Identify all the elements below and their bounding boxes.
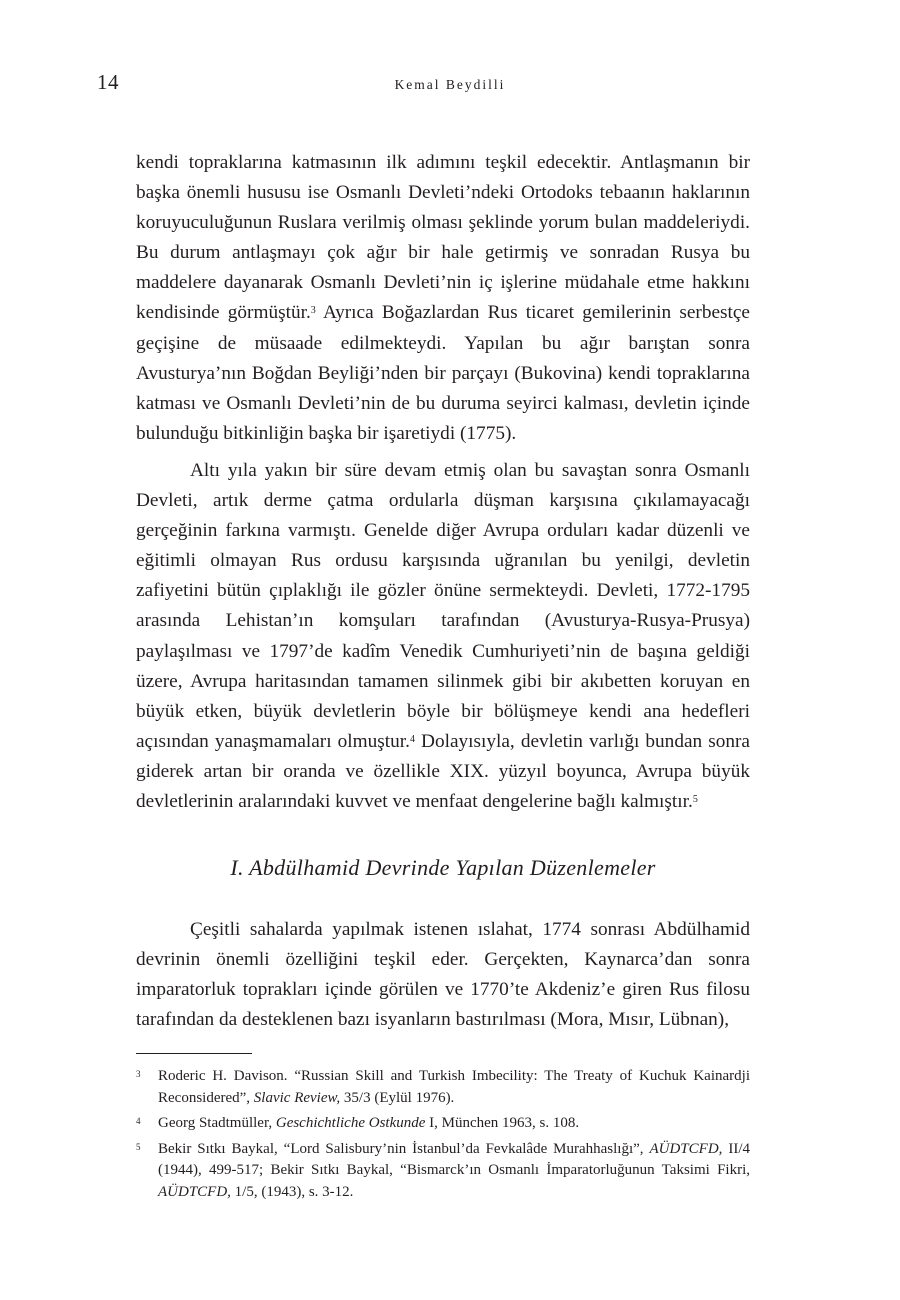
footnote-text: II/4 (1944), 499-517; Bekir Sıtkı Baykal, “Bismarck’ın Osmanlı İmparatorluğunun Taksimi Fikri, — [158, 1140, 750, 1178]
footnote-italic: AÜDTCFD, — [158, 1183, 231, 1200]
footnote-text: Georg Stadtmüller, — [158, 1115, 276, 1131]
footnote-number: 4 — [136, 1116, 141, 1126]
paragraph-2 — [136, 456, 750, 817]
main-text — [136, 148, 750, 1035]
footnote-italic: Geschichtliche Ostkunde — [275, 1115, 426, 1131]
footnote-text: Roderic H. Davison. “Russian Skill and Turkish Imbecility: The Treaty of Kuchuk Kainardji Reconsidered”, — [158, 1068, 750, 1106]
footnote-5 — [136, 1139, 750, 1204]
paragraph-text: Ayrıca Boğazlardan Rus ticaret gemilerinin serbestçe geçişine de müsaade edilmekteydi. Yapılan bu ağır barıştan sonra Avusturya’nın Boğdan Beyliği’nden bir parçayı (Bukovina) kendi topraklarına katması ve Osmanlı Devleti’nin de bu duruma seyirci kalması, devletin içinde bulunduğu bitkinliğin başka bir işaretiydi (1775). — [136, 302, 750, 444]
footnote-italic: Slavic Review, — [253, 1089, 341, 1106]
page-number: 14 — [97, 70, 119, 94]
footnote-text: Bekir Sıtkı Baykal, “Lord Salisbury’nin İstanbul’da Fevkalâde Murahhaslığı”, — [158, 1140, 650, 1157]
footnote-ref-3[interactable]: 3 — [310, 305, 316, 317]
paragraph-1 — [136, 148, 750, 449]
footnote-3 — [136, 1066, 750, 1109]
running-head: Kemal Beydilli — [394, 77, 506, 92]
footnote-text: 35/3 (Eylül 1976). — [340, 1089, 455, 1106]
footnote-italic: AÜDTCFD, — [649, 1140, 723, 1157]
footnote-divider — [136, 1053, 252, 1054]
footnote-text: 1/5, (1943), s. 3-12. — [230, 1183, 354, 1200]
footnote-ref-5[interactable]: 5 — [692, 793, 698, 805]
footnote-4 — [136, 1113, 750, 1135]
footnote-text: I, München 1963, s. 108. — [425, 1115, 580, 1131]
section-heading: I. Abdülhamid Devrinde Yapılan Düzenlemeler — [230, 855, 656, 881]
paragraph-text: Dolayısıyla, devletin varlığı bundan sonra giderek artan bir oranda ve özellikle XIX. yüzyıl boyunca, Avrupa büyük devletlerinin aralarındaki kuvvet ve menfaat dengelerine bağlı kalmıştır. — [136, 730, 750, 812]
paragraph-text: Altı yıla yakın bir süre devam etmiş olan bu savaştan sonra Osmanlı Devleti, artık derme çatma ordularla düşman karşısına çıkılamayacağı gerçeğinin farkına varmıştı. Genelde diğer Avrupa orduları kadar düzenli ve eğitimli olmayan Rus ordusu karşısında uğranılan bu yenilgi, devletin zafiyetini bütün çıplaklığı ile gözler önüne sermekteydi. Devleti, 1772-1795 arasında Lehistan’ın komşuları tarafından (Avusturya-Rusya-Prusya) paylaşılması ve 1797’de kadîm Venedik Cumhuriyeti’nin de başına geldiği üzere, Avrupa haritasından tamamen silinmek gibi bir akıbetten koruyan en büyük etken, büyük devletlerin böyle bir bölüşmeye kendi ana hedefleri açısından yanaşmamaları olmuştur. — [136, 459, 750, 752]
footnote-number: 5 — [136, 1141, 141, 1152]
paragraph-3: Çeşitli sahalarda yapılmak istenen ıslahat, 1774 sonrası Abdülhamid devrinin önemli özelliğini teşkil eder. Gerçekten, Kaynarca’dan sonra imparatorluk toprakları içinde görülen ve 1770’te Akdeniz’e giren Rus filosu tarafından da desteklenen bazı isyanların bastırılması (Mora, Mısır, Lübnan), — [136, 919, 750, 1031]
paragraph-text: kendi topraklarına katmasının ilk adımını teşkil edecektir. Antlaşmanın bir başka önemli hususu ise Osmanlı Devleti’ndeki Ortodoks tebaanın haklarının koruyuculuğunun Ruslara verilmiş olması şeklinde yorum bulan maddeleriydi. Bu durum antlaşmayı çok ağır bir hale getirmiş ve sonradan Rusya bu maddelere dayanarak Osmanlı Devleti’nin iç işlerine müdahale etme hakkını kendisinde görmüştür. — [136, 152, 750, 324]
footnote-number: 3 — [136, 1069, 141, 1079]
footnotes — [136, 1066, 750, 1207]
footnote-ref-4[interactable]: 4 — [409, 733, 415, 745]
